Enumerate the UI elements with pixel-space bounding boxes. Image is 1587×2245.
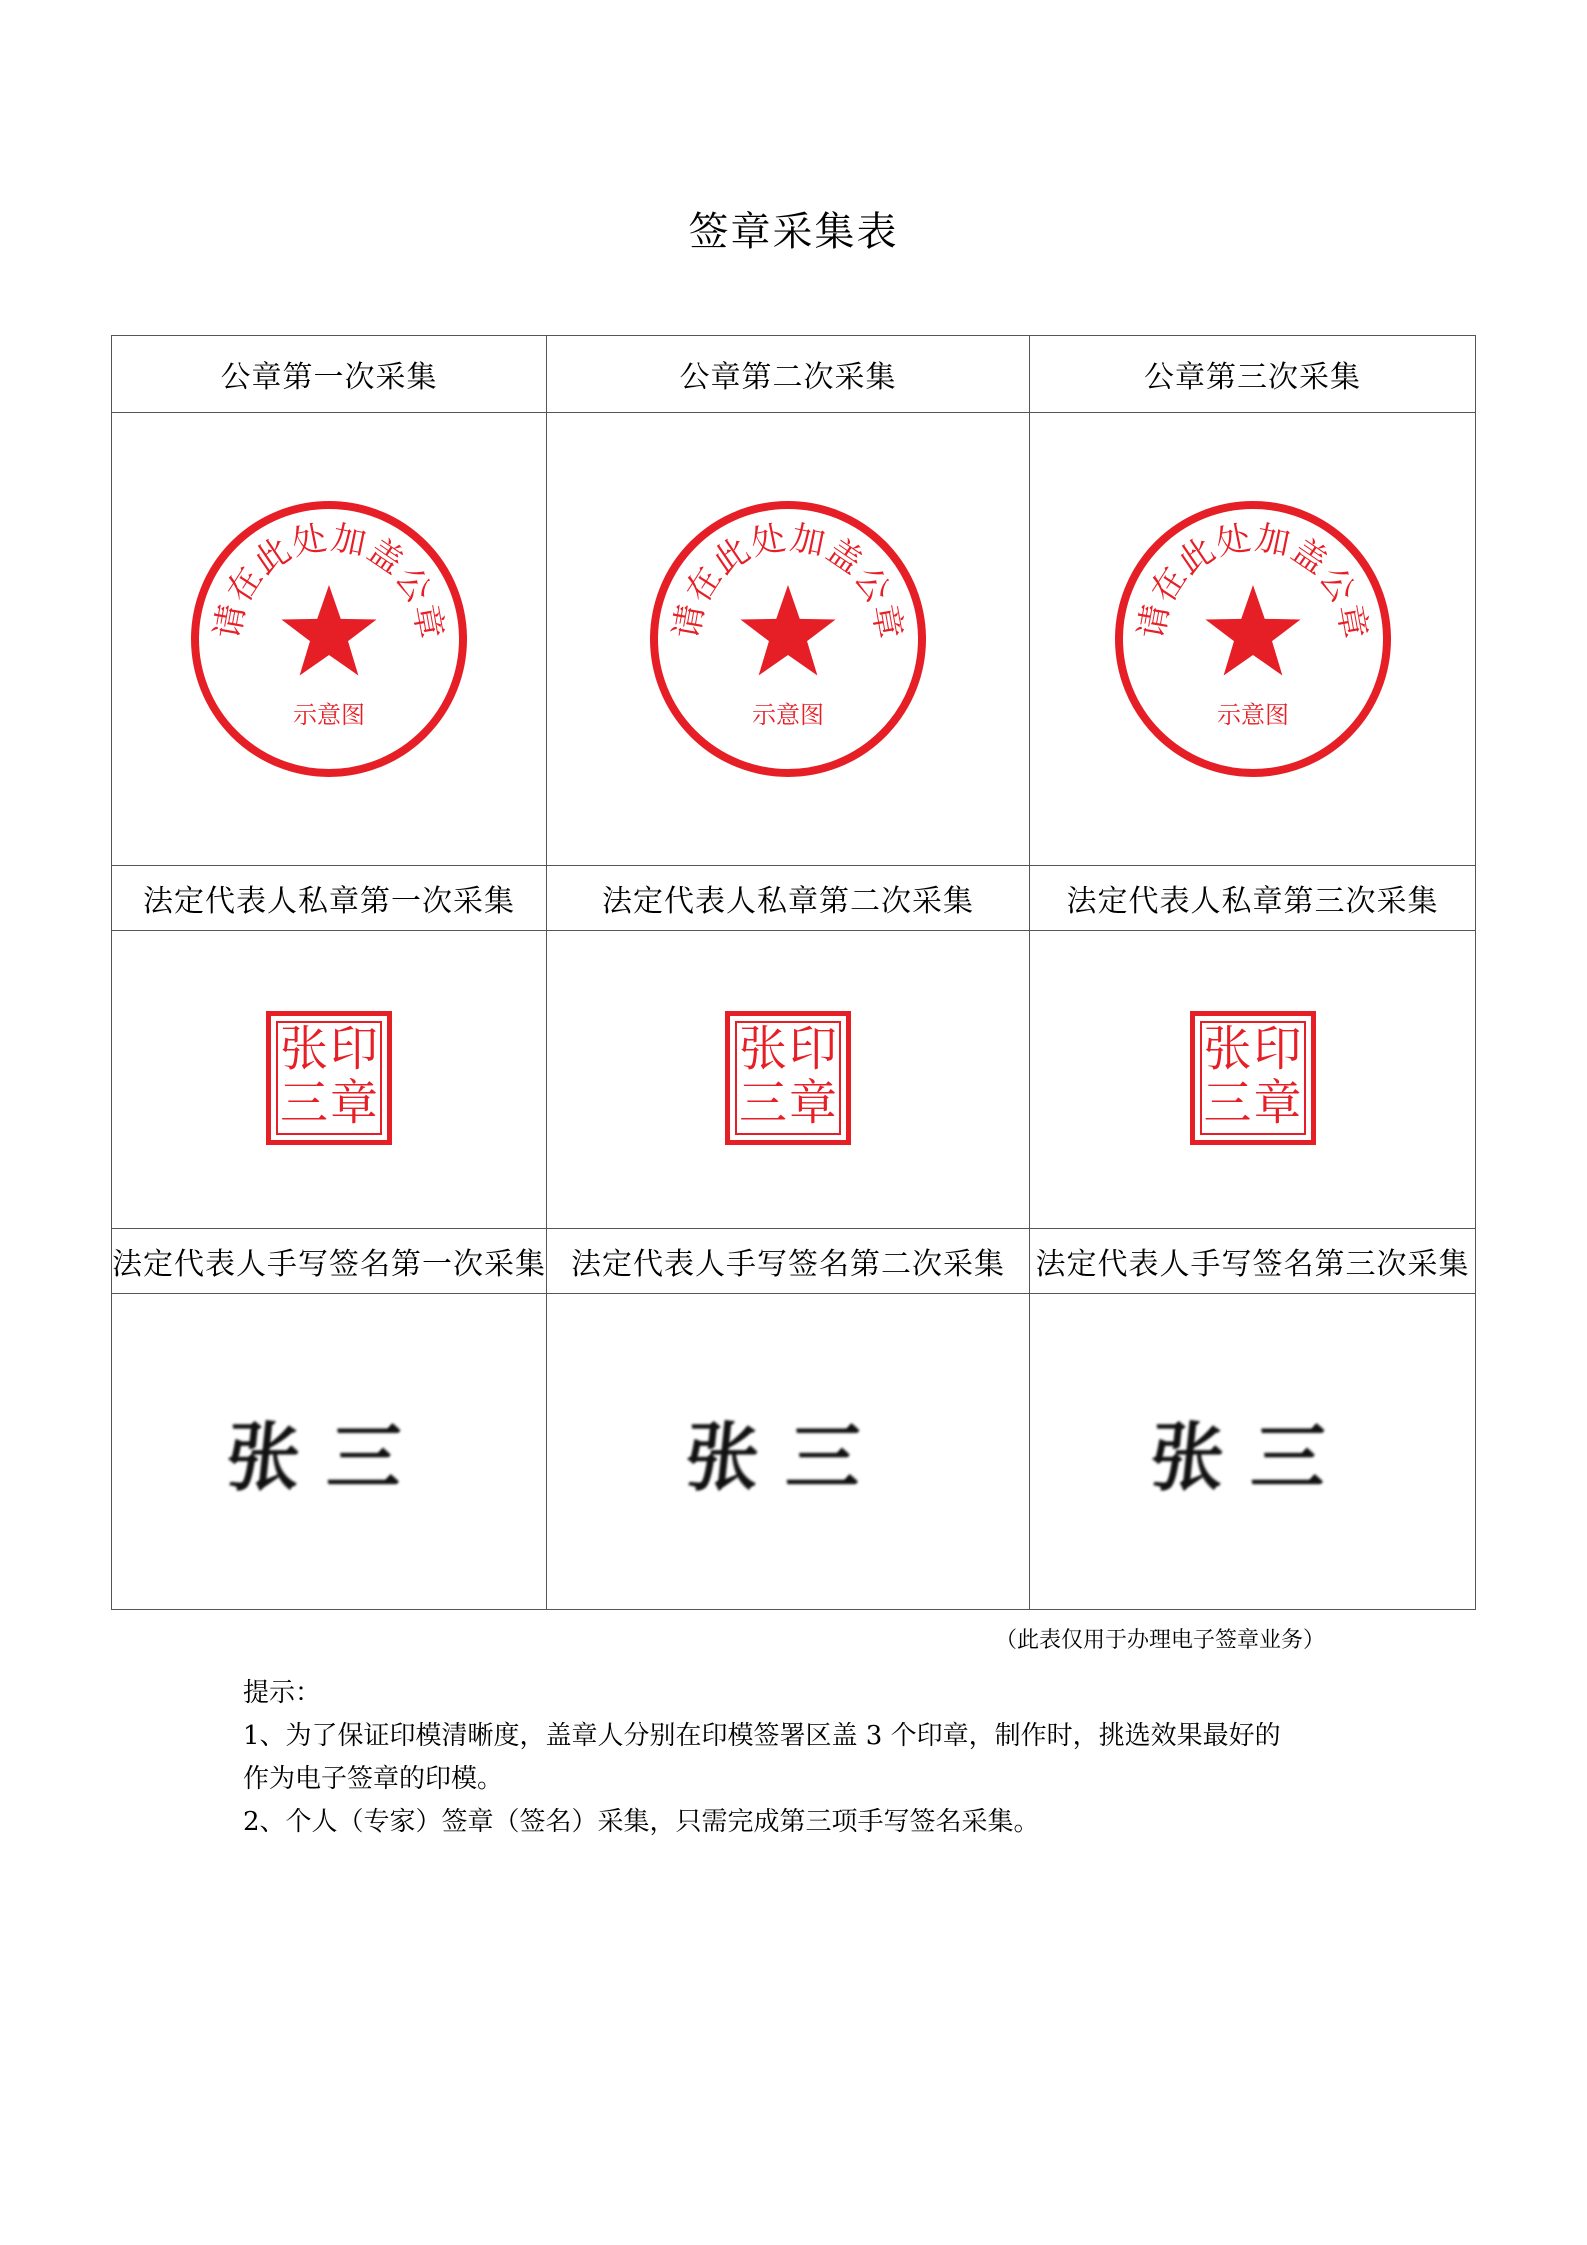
page-title: 签章采集表 bbox=[688, 209, 899, 255]
seal-ring-char: 公 bbox=[845, 559, 899, 610]
tips-section bbox=[243, 1672, 1393, 1844]
signature-collection-table bbox=[111, 335, 1476, 1610]
private-seal-header-1: 法定代表人私章第一次采集 bbox=[112, 866, 547, 931]
signature-header-3: 法定代表人手写签名第三次采集 bbox=[1030, 1229, 1476, 1294]
seal-caption: 示意图 bbox=[293, 701, 365, 729]
seal-ring-char: 请 bbox=[666, 601, 713, 642]
official-seal-area-3[interactable] bbox=[1030, 413, 1476, 866]
seal-caption: 示意图 bbox=[1216, 701, 1289, 729]
official-seal-header-3: 公章第三次采集 bbox=[1030, 336, 1476, 413]
seal-ring-char: 此 bbox=[706, 530, 757, 583]
signature-header-1: 法定代表人手写签名第一次采集 bbox=[112, 1229, 547, 1294]
private-seal-stamp bbox=[725, 1011, 851, 1145]
usage-note: （此表仅用于办理电子签章业务） bbox=[995, 1628, 1326, 1653]
official-seal-header-row bbox=[112, 336, 1476, 413]
seal-ring-char: 处 bbox=[288, 518, 330, 564]
seal-char: 印 bbox=[1253, 1020, 1302, 1077]
seal-ring-char: 章 bbox=[1328, 601, 1374, 642]
seal-char: 三 bbox=[1203, 1074, 1252, 1131]
tips-line-1b: 作为电子签章的印模。 bbox=[243, 1764, 504, 1794]
signature-area-1[interactable] bbox=[112, 1294, 547, 1610]
tips-heading: 提示： bbox=[243, 1678, 322, 1708]
private-seal-area-3[interactable] bbox=[1030, 931, 1476, 1229]
official-seal-row bbox=[112, 413, 1476, 866]
private-seal-header-row bbox=[112, 866, 1476, 931]
seal-ring-char: 此 bbox=[247, 530, 298, 583]
signature-header-row bbox=[112, 1229, 1476, 1294]
seal-ring-char: 加 bbox=[328, 518, 370, 564]
seal-ring-char: 处 bbox=[747, 518, 789, 564]
tips-line-1a: 1、为了保证印模清晰度，盖章人分别在印模签署区盖 3 个印章，制作时，挑选效果最好的 bbox=[243, 1721, 1281, 1751]
seal-ring-char: 在 bbox=[218, 559, 272, 610]
seal-ring-char: 盖 bbox=[360, 530, 411, 583]
seal-ring-char: 请 bbox=[1131, 601, 1177, 642]
seal-char: 章 bbox=[1253, 1074, 1302, 1131]
official-seal-header-2: 公章第二次采集 bbox=[547, 336, 1030, 413]
handwritten-signature: 张三 bbox=[221, 1414, 435, 1501]
seal-ring-char: 此 bbox=[1170, 530, 1222, 583]
private-seal-header-3: 法定代表人私章第三次采集 bbox=[1030, 866, 1476, 931]
signature-header-2: 法定代表人手写签名第二次采集 bbox=[547, 1229, 1030, 1294]
seal-char: 张 bbox=[1203, 1020, 1252, 1077]
seal-char: 三 bbox=[279, 1074, 328, 1131]
private-seal-stamp bbox=[1190, 1011, 1316, 1145]
official-seal-area-2[interactable] bbox=[547, 413, 1030, 866]
tips-line-2: 2、个人（专家）签章（签名）采集，只需完成第三项手写签名采集。 bbox=[243, 1807, 1040, 1837]
seal-char: 章 bbox=[788, 1074, 837, 1131]
seal-char: 张 bbox=[279, 1020, 328, 1077]
handwritten-signature: 张三 bbox=[1145, 1414, 1359, 1501]
seal-char: 张 bbox=[738, 1020, 787, 1077]
seal-ring-char: 在 bbox=[1142, 559, 1195, 610]
seal-char: 章 bbox=[329, 1074, 378, 1131]
private-seal-area-2[interactable] bbox=[547, 931, 1030, 1229]
official-seal-placeholder bbox=[1103, 489, 1403, 789]
seal-char: 印 bbox=[788, 1020, 837, 1077]
seal-ring-char: 盖 bbox=[1283, 530, 1335, 583]
seal-char: 三 bbox=[738, 1074, 787, 1131]
seal-ring-char: 加 bbox=[787, 518, 829, 564]
signature-area-2[interactable] bbox=[547, 1294, 1030, 1610]
seal-ring-char: 处 bbox=[1212, 518, 1254, 564]
private-seal-row bbox=[112, 931, 1476, 1229]
official-seal-placeholder bbox=[638, 489, 938, 789]
seal-ring-char: 公 bbox=[386, 559, 440, 610]
star-icon bbox=[740, 585, 835, 675]
seal-ring-char: 在 bbox=[677, 559, 731, 610]
star-icon bbox=[1205, 585, 1300, 675]
private-seal-header-2: 法定代表人私章第二次采集 bbox=[547, 866, 1030, 931]
seal-ring-char: 公 bbox=[1310, 559, 1363, 610]
seal-ring-char: 章 bbox=[404, 601, 451, 642]
signature-row bbox=[112, 1294, 1476, 1610]
official-seal-area-1[interactable] bbox=[112, 413, 547, 866]
seal-ring-char: 请 bbox=[207, 601, 254, 642]
seal-ring-char: 章 bbox=[863, 601, 910, 642]
private-seal-stamp bbox=[266, 1011, 392, 1145]
seal-caption: 示意图 bbox=[752, 701, 824, 729]
official-seal-placeholder bbox=[179, 489, 479, 789]
seal-ring-char: 加 bbox=[1251, 518, 1293, 564]
private-seal-area-1[interactable] bbox=[112, 931, 547, 1229]
handwritten-signature: 张三 bbox=[680, 1414, 894, 1501]
seal-ring-char: 盖 bbox=[819, 530, 870, 583]
signature-area-3[interactable] bbox=[1030, 1294, 1476, 1610]
seal-char: 印 bbox=[329, 1020, 378, 1077]
official-seal-header-1: 公章第一次采集 bbox=[112, 336, 547, 413]
star-icon bbox=[281, 585, 376, 675]
